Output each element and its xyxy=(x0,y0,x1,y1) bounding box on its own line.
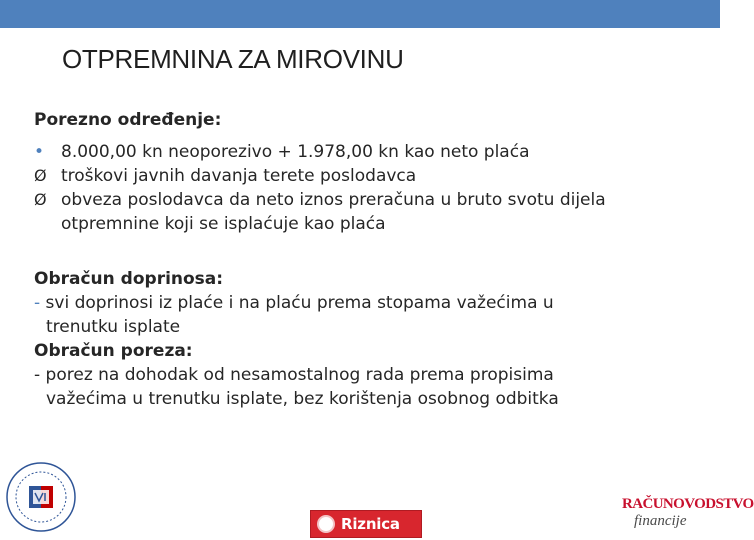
arrow-bullet-icon: Ø xyxy=(34,190,47,209)
contrib-item xyxy=(34,291,694,315)
riznica-seal-icon xyxy=(317,515,335,533)
tax-item-2 xyxy=(34,164,694,188)
association-logo xyxy=(4,460,78,534)
racunovodstvo-wordmark: RAČUNOVODSTVO xyxy=(622,496,754,512)
tax-item-3 xyxy=(34,188,694,236)
tax-item-text-line: obveza poslodavca da neto iznos preračuna u bruto svotu dijela xyxy=(61,190,606,210)
arrow-bullet-icon: Ø xyxy=(34,166,47,185)
racunovodstvo-logo xyxy=(622,496,754,540)
bullet-dot-icon: • xyxy=(34,142,45,162)
contrib-item-text: svi doprinosi iz plaće i na plaću prema stopama važećima u xyxy=(45,293,554,313)
dash-bullet-icon: - xyxy=(34,365,41,385)
income-tax-section-heading: Obračun poreza: xyxy=(34,341,193,361)
income-tax-item xyxy=(34,363,694,387)
association-seal-icon xyxy=(4,460,78,534)
dash-bullet-icon: - xyxy=(34,293,41,313)
slide-body xyxy=(34,108,694,411)
contrib-section-heading: Obračun doprinosa: xyxy=(34,269,224,289)
tax-section-heading: Porezno određenje: xyxy=(34,110,222,130)
riznica-logo xyxy=(310,510,422,538)
income-tax-item-text: porez na dohodak od nesamostalnog rada prema propisima xyxy=(45,365,554,385)
tax-item-text-line: otpremnine koji se isplaćuje kao plaća xyxy=(61,214,386,234)
tax-item-text: 8.000,00 kn neoporezivo + 1.978,00 kn kao neto plaća xyxy=(61,142,530,162)
contrib-item-continuation: trenutku isplate xyxy=(46,317,181,337)
financije-wordmark: financije xyxy=(634,513,687,529)
tax-item-text: troškovi javnih davanja terete poslodavca xyxy=(61,166,417,186)
top-accent-bar xyxy=(0,0,720,28)
income-tax-item-continuation: važećima u trenutku isplate, bez korištenja osobnog odbitka xyxy=(46,389,559,409)
riznica-wordmark: Riznica xyxy=(341,515,400,533)
slide-title: OTPREMNINA ZA MIROVINU xyxy=(62,44,404,74)
tax-item-1 xyxy=(34,140,694,164)
